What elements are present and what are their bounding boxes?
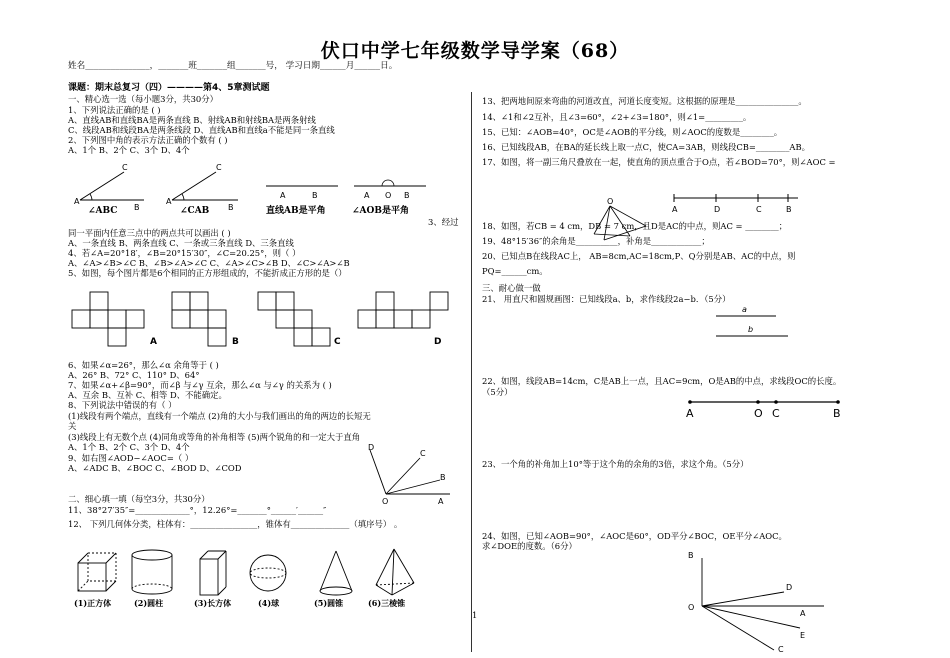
question-line: A、直线AB和直线BA是两条直线 B、射线AB和射线BA是两条射线 (68, 115, 316, 125)
svg-text:B: B (228, 203, 234, 212)
student-info-line: 姓名_______________，_______班_______组_______号， 学习日期______月______日。 (68, 61, 398, 71)
q9-label: C (420, 449, 426, 458)
figure-caption: 直线AB是平角 (266, 206, 326, 216)
question-line: A、∠A>∠B>∠C B、∠B>∠A>∠C C、∠A>∠C>∠B D、∠C>∠A>∠B (68, 258, 350, 268)
question-line: 9、如右图∠AOD−∠AOC=（ ） (68, 453, 194, 463)
question-line: A、一条直线 B、两条直线 C、一条或三条直线 D、三条直线 (68, 238, 294, 248)
svg-text:A: A (166, 197, 172, 206)
question-line: A、26° B、72° C、110° D、64° (68, 370, 200, 380)
question-line: A、1个 B、2个 C、3个 D、4个 (68, 442, 190, 452)
q9-label: B (440, 473, 446, 482)
question-line: A、互余 B、互补 C、相等 D、不能确定。 (68, 390, 227, 400)
seg-label: C (756, 205, 762, 214)
svg-text:C: C (216, 163, 222, 172)
section-2-heading: 二、细心填一填（每空3分，共30分） (68, 494, 210, 504)
question-line: 18、如图，若CB = 4 cm，DB = 7 cm，且D是AC的中点，则AC = ________； (482, 221, 788, 231)
svg-text:A: A (74, 197, 80, 206)
question-line: 求∠DOE的度数。（6分） (482, 541, 577, 551)
q22-label: A (686, 407, 694, 420)
q24-label: A (800, 609, 806, 618)
q9-label: O (382, 497, 389, 506)
svg-text:C: C (122, 163, 128, 172)
seg-label: D (714, 205, 721, 214)
question-line: 11、38°27′35″=_____________°，12.26°=_______°______′______″ (68, 505, 327, 515)
question-line: 22、如图，线段AB=14cm，C是AB上一点，且AC=9cm，O是AB的中点，求线段OC的长度。 (482, 376, 842, 386)
question-line: A、∠ADC B、∠BOC C、∠BOD D、∠COD (68, 463, 242, 473)
question-line: 关 (68, 421, 77, 431)
question-line: 15、已知：∠AOB=40°，OC是∠AOB的平分线，则∠AOC的度数是________。 (482, 127, 783, 137)
question-line: （5分） (482, 387, 513, 397)
question-line: 20、已知点B在线段AC上， AB=8cm,AC=18cm,P、Q分别是AB、AC的中点，则 (482, 251, 796, 261)
solid-label: (3)长方体 (194, 598, 232, 608)
q24-label: O (688, 603, 695, 612)
q24-angle-figure (684, 552, 834, 652)
q24-label: B (688, 551, 694, 560)
question-line: 2、下列图中角的表示方法正确的个数有 ( ) (68, 135, 228, 145)
question-line: 12、 下列几何体分类，柱体有：________________，锥体有______________（填序号） 。 (68, 519, 403, 529)
q18-segment (670, 190, 810, 216)
svg-text:A: A (280, 191, 286, 200)
question-line: 13、把两地间原来弯曲的河道改直，河道长度变短。这根据的原理是_______________。 (482, 96, 807, 106)
question-line: PQ=______cm。 (482, 266, 548, 276)
figure-caption: ∠CAB (180, 206, 210, 216)
net-label: D (434, 337, 442, 347)
cube-nets (68, 288, 458, 358)
figure-caption: ∠ABC (88, 206, 118, 216)
figure-caption: ∠AOB是平角 (352, 206, 409, 216)
question-line: 8、下列说法中错误的有（ ） (68, 400, 177, 410)
question-line: C、线段AB和线段BA是两条线段 D、直线AB和直线a不能是同一条直线 (68, 125, 335, 135)
net-label: C (334, 337, 341, 347)
section-3-heading: 三、耐心做一做 (482, 283, 541, 293)
page-title: 伏口中学七年级数学导学案（68） (320, 40, 630, 62)
q22-label: C (772, 407, 780, 420)
solid-label: (5)圆锥 (314, 598, 344, 608)
question-line: A、1个 B、2个 C、3个 D、4个 (68, 145, 190, 155)
q21-label: a (742, 305, 747, 314)
straight-angle-figure (350, 178, 430, 208)
svg-text:A: A (364, 191, 370, 200)
q21-label: b (748, 325, 754, 334)
page-number: 1 (472, 610, 478, 620)
q24-label: E (800, 631, 806, 640)
q9-label: A (438, 497, 444, 506)
question-line: 7、如果∠α+∠β=90°，而∠β 与∠γ 互余，那么∠α 与∠γ 的关系为 ( ) (68, 380, 332, 390)
question-line: 17、如图，将一副三角尺叠放在一起，使直角的顶点重合于O点，若∠BOD=70°，则∠AOC = (482, 157, 836, 167)
q22-segment (680, 396, 850, 422)
seg-label: A (672, 205, 678, 214)
solid-label: (2)圆柱 (134, 598, 164, 608)
question-line: (3)线段上有无数个点 (4)同角或等角的补角相等 (5)两个锐角的和一定大于直角 (68, 432, 361, 442)
lesson-title: 课题：期末总复习（四）————第4、5章测试题 (68, 83, 270, 93)
solid-label: (6)三棱锥 (368, 598, 406, 608)
net-label: A (150, 337, 157, 347)
question-line: (1)线段有两个端点，直线有一个端点 (2)角的大小与我们画出的角的两边的长短无 (68, 411, 371, 421)
seg-label: B (786, 205, 792, 214)
q22-label: O (754, 407, 763, 420)
svg-text:B: B (312, 191, 318, 200)
solid-label: (4)球 (258, 598, 280, 608)
q24-label: D (786, 583, 793, 592)
question-line: 21、 用直尺和圆规画图：已知线段a、b，求作线段2a−b．（5分） (482, 294, 731, 304)
svg-text:O: O (385, 191, 392, 200)
question-line: 4、若∠A=20°18′，∠B=20°15′30″，∠C=20.25°，则（ ） (68, 248, 301, 258)
section-1-heading: 一、精心选一选（每小题3分，共30分） (68, 94, 218, 104)
q9-angle-figure (360, 442, 460, 512)
net-label: B (232, 337, 239, 347)
q24-label: C (778, 645, 784, 654)
straight-line-figure (262, 178, 342, 208)
question-line: 19、48°15′36″的余角是__________，补角是____________； (482, 236, 710, 246)
svg-text:B: B (134, 203, 140, 212)
svg-text:B: B (404, 191, 410, 200)
q22-label: B (833, 407, 841, 420)
q21-segments (714, 302, 794, 342)
question-line: 同一平面内任意三点中的两点共可以画出 ( ) (68, 228, 231, 238)
question-line: 14、∠1和∠2互补，且∠3=60°，∠2+∠3=180°，则∠1=_________。 (482, 112, 752, 122)
svg-text:O: O (607, 197, 614, 206)
column-divider (471, 92, 472, 652)
question-line: 3、经过 (428, 217, 459, 227)
question-line: 6、如果∠α=26°，那么∠α 余角等于 ( ) (68, 360, 219, 370)
question-line: 5、如图，每个图片都是6个相同的正方形组成的，不能折成正方形的是（） (68, 268, 347, 278)
question-line: 1、下列说法正确的是 ( ) (68, 105, 161, 115)
question-line: 16、已知线段AB，在BA的延长线上取一点C，使CA=3AB，则线段CB=________AB。 (482, 142, 811, 152)
question-line: 24、如图，已知∠AOB=90°，∠AOC是60°，OD平分∠BOC，OE平分∠AOC。 (482, 531, 787, 541)
q9-label: D (368, 443, 375, 452)
question-line: 23、一个角的补角加上10°等于这个角的余角的3倍，求这个角。（5分） (482, 459, 749, 469)
solid-label: (1)正方体 (74, 598, 112, 608)
